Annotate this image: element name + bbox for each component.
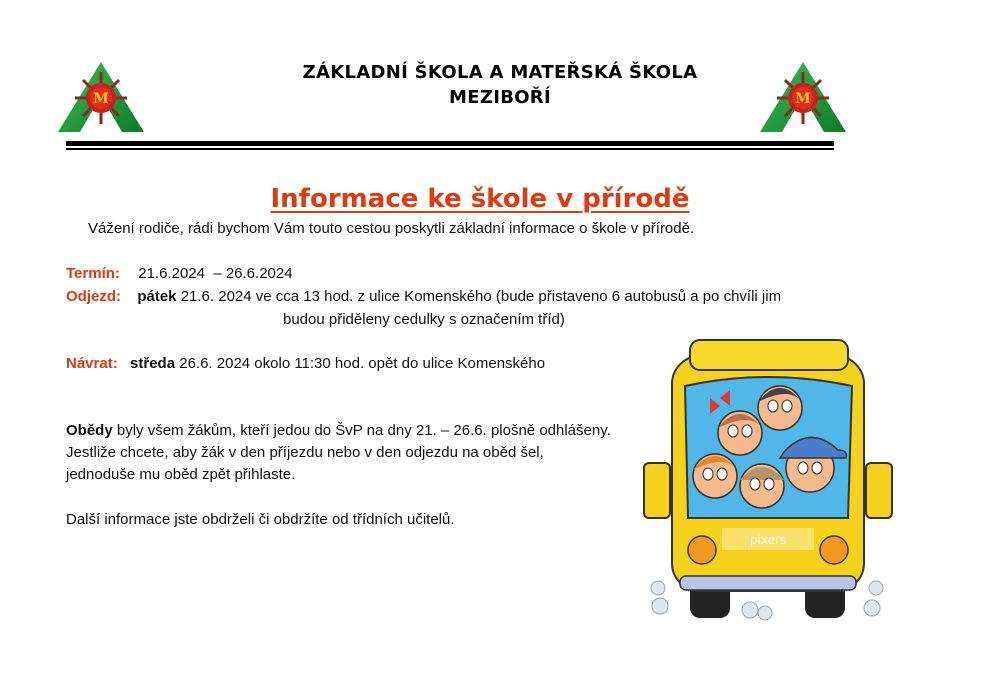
closing-text: Další informace jste obdrželi či obdržíte od třídních učitelů. bbox=[66, 511, 455, 528]
departure-row bbox=[66, 286, 781, 308]
return-row bbox=[66, 353, 545, 375]
term-value: 21.6.2024 – 26.6.2024 bbox=[138, 265, 293, 282]
school-name bbox=[220, 60, 780, 110]
departure-value-line2: budou přiděleny cedulky s označením tříd) bbox=[283, 311, 565, 328]
svg-text:M: M bbox=[93, 91, 109, 107]
document-title: Informace ke škole v přírodě bbox=[270, 184, 690, 214]
svg-text:M: M bbox=[795, 91, 811, 107]
lunch-text: byly všem žákům, kteří jedou do ŠvP na dny 21. – 26.6. plošně odhlášeny. Jestliže chcete, aby žák v den příjezdu nebo v den odjezdu na oběd šel, jednoduše mu oběd zpět přihlaste. bbox=[66, 422, 611, 483]
header-divider-thin bbox=[66, 148, 834, 150]
departure-label: Odjezd: bbox=[66, 288, 121, 305]
school-logo-left bbox=[56, 58, 146, 134]
greeting-text: Vážení rodiče, rádi bychom Vám touto cestou poskytli základní informace o škole v přírodě. bbox=[88, 220, 695, 237]
school-logo-icon bbox=[56, 58, 146, 134]
return-label: Návrat: bbox=[66, 355, 118, 372]
school-bus-illustration bbox=[640, 338, 895, 623]
lunch-label: Obědy bbox=[66, 422, 113, 439]
school-name-line2: MEZIBOŘÍ bbox=[449, 87, 551, 108]
term-label: Termín: bbox=[66, 265, 120, 282]
term-row bbox=[66, 263, 293, 285]
return-value: 26.6. 2024 okolo 11:30 hod. opět do ulice Komenského bbox=[175, 355, 546, 372]
svg-text:pixers: pixers bbox=[749, 533, 787, 547]
bus-with-children-icon bbox=[640, 338, 895, 623]
return-day: středa bbox=[130, 355, 176, 372]
departure-value: 21.6. 2024 ve cca 13 hod. z ulice Komenského (bude přistaveno 6 autobusů a po chvíli jim bbox=[176, 288, 782, 305]
lunch-paragraph bbox=[66, 420, 611, 486]
school-name-line1: ZÁKLADNÍ ŠKOLA A MATEŘSKÁ ŠKOLA bbox=[302, 62, 698, 83]
departure-day: pátek bbox=[137, 288, 177, 305]
header-divider-thick bbox=[66, 141, 834, 146]
